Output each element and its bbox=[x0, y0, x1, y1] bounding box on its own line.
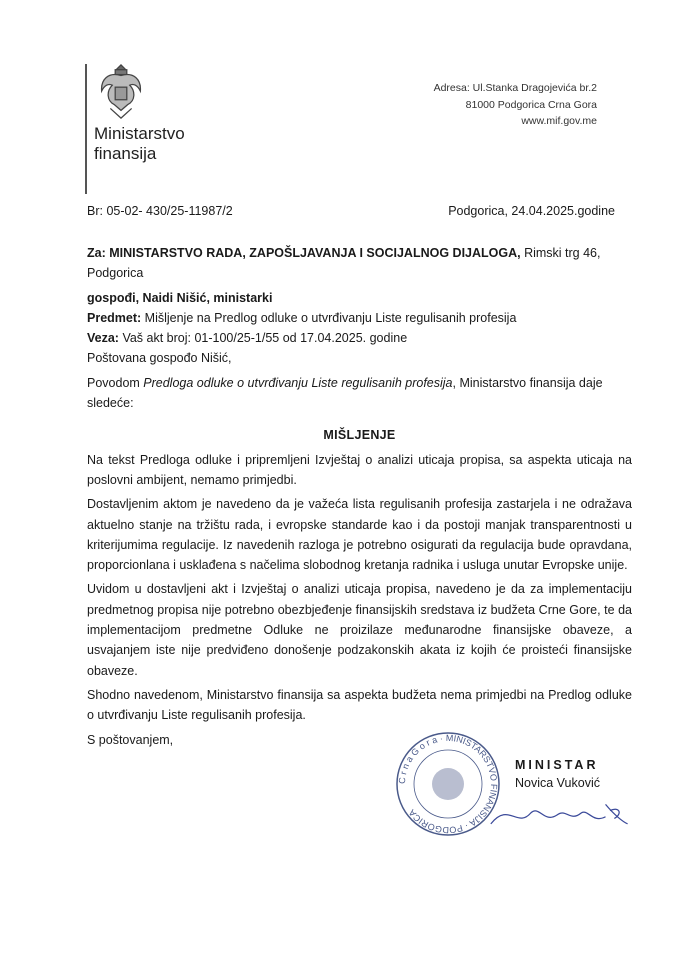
intro-post: , Ministarstvo finansija daje sledeće: bbox=[87, 375, 603, 411]
website: www.mif.gov.me bbox=[521, 115, 597, 127]
intro bbox=[87, 373, 632, 414]
paragraph: Shodno navedenom, Ministarstvo finansija sa aspekta budžeta nema primjedbi na Predlog odluke o utvrđivanju Liste regulisanih profesija. bbox=[87, 687, 632, 723]
recipient-address: Rimski trg 46, bbox=[520, 246, 601, 260]
recipient-label: Za: bbox=[87, 246, 106, 260]
closing: S poštovanjem, bbox=[87, 732, 174, 747]
header-divider bbox=[85, 64, 87, 194]
opinion-title: MIŠLJENJE bbox=[323, 428, 396, 443]
subject-label: Predmet: bbox=[87, 310, 142, 325]
signatory-name: Novica Vuković bbox=[515, 775, 600, 790]
signatory bbox=[515, 756, 600, 792]
link-label: Veza: bbox=[87, 331, 119, 346]
address-street: Adresa: Ul.Stanka Dragojevića br.2 bbox=[433, 82, 597, 94]
recipient-name: MINISTARSTVO RADA, ZAPOŠLJAVANJA I SOCIJALNOG DIJALOGA, bbox=[109, 246, 521, 260]
recipient-attention: gospođi, Naidi Nišić, ministarki bbox=[87, 290, 273, 305]
paragraph: Dostavljenim aktom je navedeno da je važeća lista regulisanih profesija zastarjela i ne odražava aktuelno stanje na tržištu rada, i evropske standarde kao i da postoji manjak transparentnosti u kriterijumima regulacije. Iz navedenih razloga je potrebno osigurati da regulacija bude opravdana, proporcionlana i usklađena s načelima slobodnog kretanja radnika i usluga unutar Evropske unije. bbox=[87, 497, 632, 573]
intro-pre: Povodom bbox=[87, 375, 144, 390]
address-block bbox=[434, 80, 597, 130]
letter-date: Podgorica, 24.04.2025.godine bbox=[448, 204, 615, 218]
recipient-city: Podgorica bbox=[87, 266, 144, 281]
coat-of-arms-logo bbox=[96, 62, 146, 122]
intro-italic: Predloga odluke o utvrđivanju Liste regulisanih profesija bbox=[143, 375, 453, 390]
ministry-name bbox=[94, 124, 185, 164]
reference-number: Br: 05-02- 430/25-11987/2 bbox=[87, 204, 233, 218]
signature bbox=[482, 796, 632, 834]
letter-body bbox=[87, 243, 632, 848]
subject-text: Mišljenje na Predlog odluke o utvrđivanju Liste regulisanih profesija bbox=[141, 310, 517, 325]
recipient-line bbox=[87, 243, 632, 263]
org-line-2: finansija bbox=[94, 144, 157, 163]
salutation: Poštovana gospođo Nišić, bbox=[87, 351, 232, 366]
paragraph: Na tekst Predloga odluke i pripremljeni Izvještaj o analizi uticaja propisa, sa aspekta uticaja na poslovni ambijent, nemamo primjedbi. bbox=[87, 452, 632, 487]
org-line-1: Ministarstvo bbox=[94, 124, 185, 143]
address-city: 81000 Podgorica Crna Gora bbox=[465, 98, 597, 111]
stamp-text: C r n a G o r a · MINISTARSTVO FINANSIJA · PODGORICA bbox=[396, 732, 500, 835]
link-text: Vaš akt broj: 01-100/25-1/55 od 17.04.2025. godine bbox=[118, 331, 408, 346]
paragraph: Uvidom u dostavljeni akt i Izvještaj o analizi uticaja propisa, navedeno je da za implementaciju predmetnog propisa nije potrebno obezbjeđenje finansijskih sredstava iz budžeta Crne Gore, te da implementacijom predmetne Odluke ne proizilaze međunarodne finansijske obaveze, a usvajanjem iste nije predviđeno donošenje podzakonskih akata iz kojih će proisteći finansijske obaveze. bbox=[87, 582, 632, 678]
signature-area bbox=[87, 730, 632, 848]
signatory-title: MINISTAR bbox=[515, 757, 599, 772]
